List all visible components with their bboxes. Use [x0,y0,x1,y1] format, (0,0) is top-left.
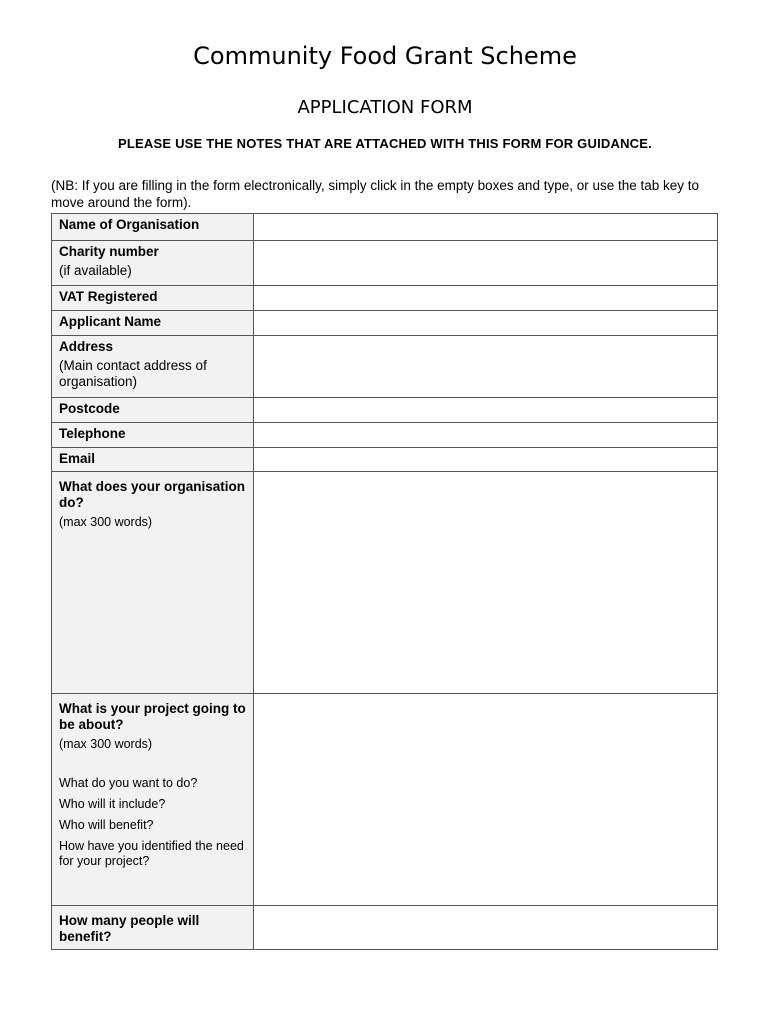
telephone-label: Telephone [52,423,254,447]
row-address [52,335,717,397]
row-charity [52,240,717,285]
project-question: How have you identified the need for your project? [59,839,244,868]
row-vat [52,285,717,310]
project-description-field[interactable] [254,694,717,905]
electronic-note: (NB: If you are filling in the form electronically, simply click in the empty boxes and type, or use the tab key to move around the form). [51,178,700,210]
vat-field[interactable] [254,286,717,310]
org-name-field[interactable] [254,214,717,240]
guidance-notice: PLEASE USE THE NOTES THAT ARE ATTACHED WITH THIS FORM FOR GUIDANCE. [118,136,652,151]
form-title: Community Food Grant Scheme [193,42,577,70]
application-form-table [51,213,718,950]
org-do-sublabel: (max 300 words) [59,515,153,529]
row-org-name [52,214,717,240]
address-sublabel: (Main contact address of organisation) [59,358,207,389]
address-label: Address (Main contact address of organisation) [52,336,254,397]
people-benefit-field[interactable] [254,906,717,949]
project-sublabel: (max 300 words) [59,737,153,751]
charity-label: Charity number (if available) [52,241,254,285]
row-org-do [52,471,717,693]
telephone-field[interactable] [254,423,717,447]
row-project [52,693,717,905]
applicant-label: Applicant Name [52,311,254,335]
applicant-name-field[interactable] [254,311,717,335]
postcode-field[interactable] [254,398,717,422]
charity-sublabel: (if available) [59,263,132,278]
org-description-field[interactable] [254,472,717,693]
row-people [52,905,717,949]
org-name-label: Name of Organisation [52,214,254,240]
row-telephone [52,422,717,447]
address-field[interactable] [254,336,717,397]
postcode-label: Postcode [52,398,254,422]
project-question: What do you want to do? [59,776,198,790]
row-postcode [52,397,717,422]
project-question: Who will benefit? [59,818,154,832]
email-field[interactable] [254,448,717,471]
charity-number-field[interactable] [254,241,717,285]
row-applicant [52,310,717,335]
row-email [52,447,717,471]
project-question: Who will it include? [59,797,166,811]
people-label: How many people will benefit? [52,906,254,949]
project-label: What is your project going to be about? (max 300 words) What do you want to do? Who will it include? Who will benefit? How have you identified the need for your project? [52,694,254,905]
vat-label: VAT Registered [52,286,254,310]
email-label: Email [52,448,254,471]
org-do-label: What does your organisation do? (max 300 words) [52,472,254,693]
form-subtitle: APPLICATION FORM [297,97,473,118]
